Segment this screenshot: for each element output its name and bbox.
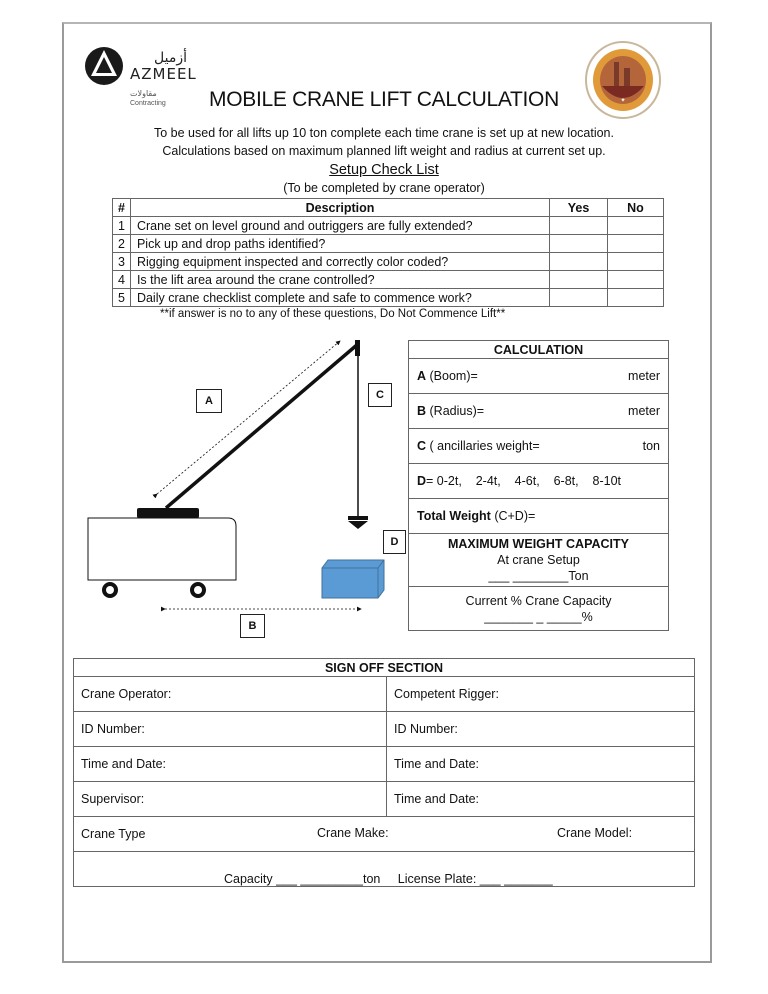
svg-text:Contracting: Contracting — [130, 100, 166, 107]
row-description: Is the lift area around the crane controlled? — [130, 271, 549, 289]
row-description: Pick up and drop paths identified? — [130, 235, 549, 253]
row-description: Rigging equipment inspected and correctly color coded? — [130, 253, 549, 271]
competent-rigger-field[interactable]: Competent Rigger: — [387, 677, 695, 712]
max-weight-capacity-field[interactable]: MAXIMUM WEIGHT CAPACITY At crane Setup ___ ________Ton — [409, 534, 669, 587]
table-row — [113, 289, 664, 307]
total-weight-field[interactable]: Total Weight (C+D)= — [409, 499, 669, 534]
row-number: 3 — [113, 253, 131, 271]
svg-text:مقاولات: مقاولات — [130, 89, 157, 98]
no-cell[interactable] — [608, 289, 664, 307]
row-number: 4 — [113, 271, 131, 289]
rigger-time-date-field[interactable]: Time and Date: — [387, 747, 695, 782]
label-a: A — [196, 389, 222, 413]
row-description: Crane set on level ground and outriggers are fully extended? — [130, 217, 549, 235]
table-row — [113, 217, 664, 235]
supervisor-field[interactable]: Supervisor: — [74, 782, 387, 817]
yes-cell[interactable] — [550, 217, 608, 235]
sign-off-table — [73, 658, 695, 887]
svg-text:AZMEEL: AZMEEL — [130, 65, 197, 83]
wheel-icon — [192, 584, 204, 596]
no-cell[interactable] — [608, 253, 664, 271]
wheel-icon — [104, 584, 116, 596]
page-title: MOBILE CRANE LIFT CALCULATION — [209, 88, 559, 111]
col-description: Description — [130, 199, 549, 217]
crane-model-field[interactable]: Crane Model: — [557, 826, 633, 840]
boom-field[interactable]: A (Boom)= meter — [409, 359, 669, 394]
intro-line-2: Calculations based on maximum planned lift weight and radius at current set up. — [162, 144, 606, 158]
operator-time-date-field[interactable]: Time and Date: — [74, 747, 387, 782]
no-cell[interactable] — [608, 271, 664, 289]
svg-text:أزميل: أزميل — [154, 50, 187, 66]
calculation-title: CALCULATION — [409, 341, 669, 359]
calculation-table — [408, 340, 669, 631]
ancillaries-weight-field[interactable]: C ( ancillaries weight= ton — [409, 429, 669, 464]
crane-operator-field[interactable]: Crane Operator: — [74, 677, 387, 712]
col-yes: Yes — [550, 199, 608, 217]
no-cell[interactable] — [608, 235, 664, 253]
crane-details-row — [74, 817, 695, 852]
turntable — [137, 508, 199, 518]
svg-text:✦: ✦ — [620, 97, 626, 104]
operator-id-field[interactable]: ID Number: — [74, 712, 387, 747]
supervisor-time-date-field[interactable]: Time and Date: — [387, 782, 695, 817]
intro-line-1: To be used for all lifts up 10 ton complete each time crane is set up at new location. — [154, 126, 614, 140]
label-c: C — [368, 383, 392, 407]
row-number: 5 — [113, 289, 131, 307]
yes-cell[interactable] — [550, 235, 608, 253]
row-description: Daily crane checklist complete and safe to commence work? — [130, 289, 549, 307]
boom — [166, 344, 358, 508]
table-row — [113, 271, 664, 289]
load-block — [322, 560, 384, 598]
capacity-row — [74, 852, 695, 887]
crane-carrier — [88, 518, 236, 580]
label-b: B — [240, 614, 265, 638]
checklist-note: **if answer is no to any of these questions, Do Not Commence Lift** — [160, 308, 506, 320]
row-number: 2 — [113, 235, 131, 253]
col-number: # — [113, 199, 131, 217]
current-capacity-field[interactable]: Current % Crane Capacity _______ _ _____% — [409, 587, 669, 631]
crane-make-field[interactable]: Crane Make: — [317, 826, 389, 840]
rigger-id-field[interactable]: ID Number: — [387, 712, 695, 747]
table-header — [113, 199, 664, 217]
col-no: No — [608, 199, 664, 217]
boom-length-arrow — [157, 341, 340, 494]
row-number: 1 — [113, 217, 131, 235]
hook-icon — [348, 521, 368, 529]
radius-field[interactable]: B (Radius)= meter — [409, 394, 669, 429]
setup-checklist-table — [112, 198, 664, 307]
yes-cell[interactable] — [550, 253, 608, 271]
license-plate-field[interactable]: License Plate: ___ _______ — [397, 872, 553, 886]
no-cell[interactable] — [608, 217, 664, 235]
capacity-field[interactable]: Capacity ___ _________ton — [224, 872, 381, 886]
checklist-subtitle: (To be completed by crane operator) — [283, 181, 485, 195]
load-weight-options[interactable]: D= 0-2t, 2-4t, 4-6t, 6-8t, 8-10t — [409, 464, 669, 499]
crane-type-field[interactable]: Crane Type — [81, 827, 146, 841]
sign-off-title: SIGN OFF SECTION — [74, 659, 695, 677]
label-d: D — [383, 530, 406, 554]
table-row — [113, 253, 664, 271]
crane-diagram — [0, 330, 410, 650]
checklist-title: Setup Check List — [329, 162, 439, 178]
yes-cell[interactable] — [550, 289, 608, 307]
table-row — [113, 235, 664, 253]
yes-cell[interactable] — [550, 271, 608, 289]
